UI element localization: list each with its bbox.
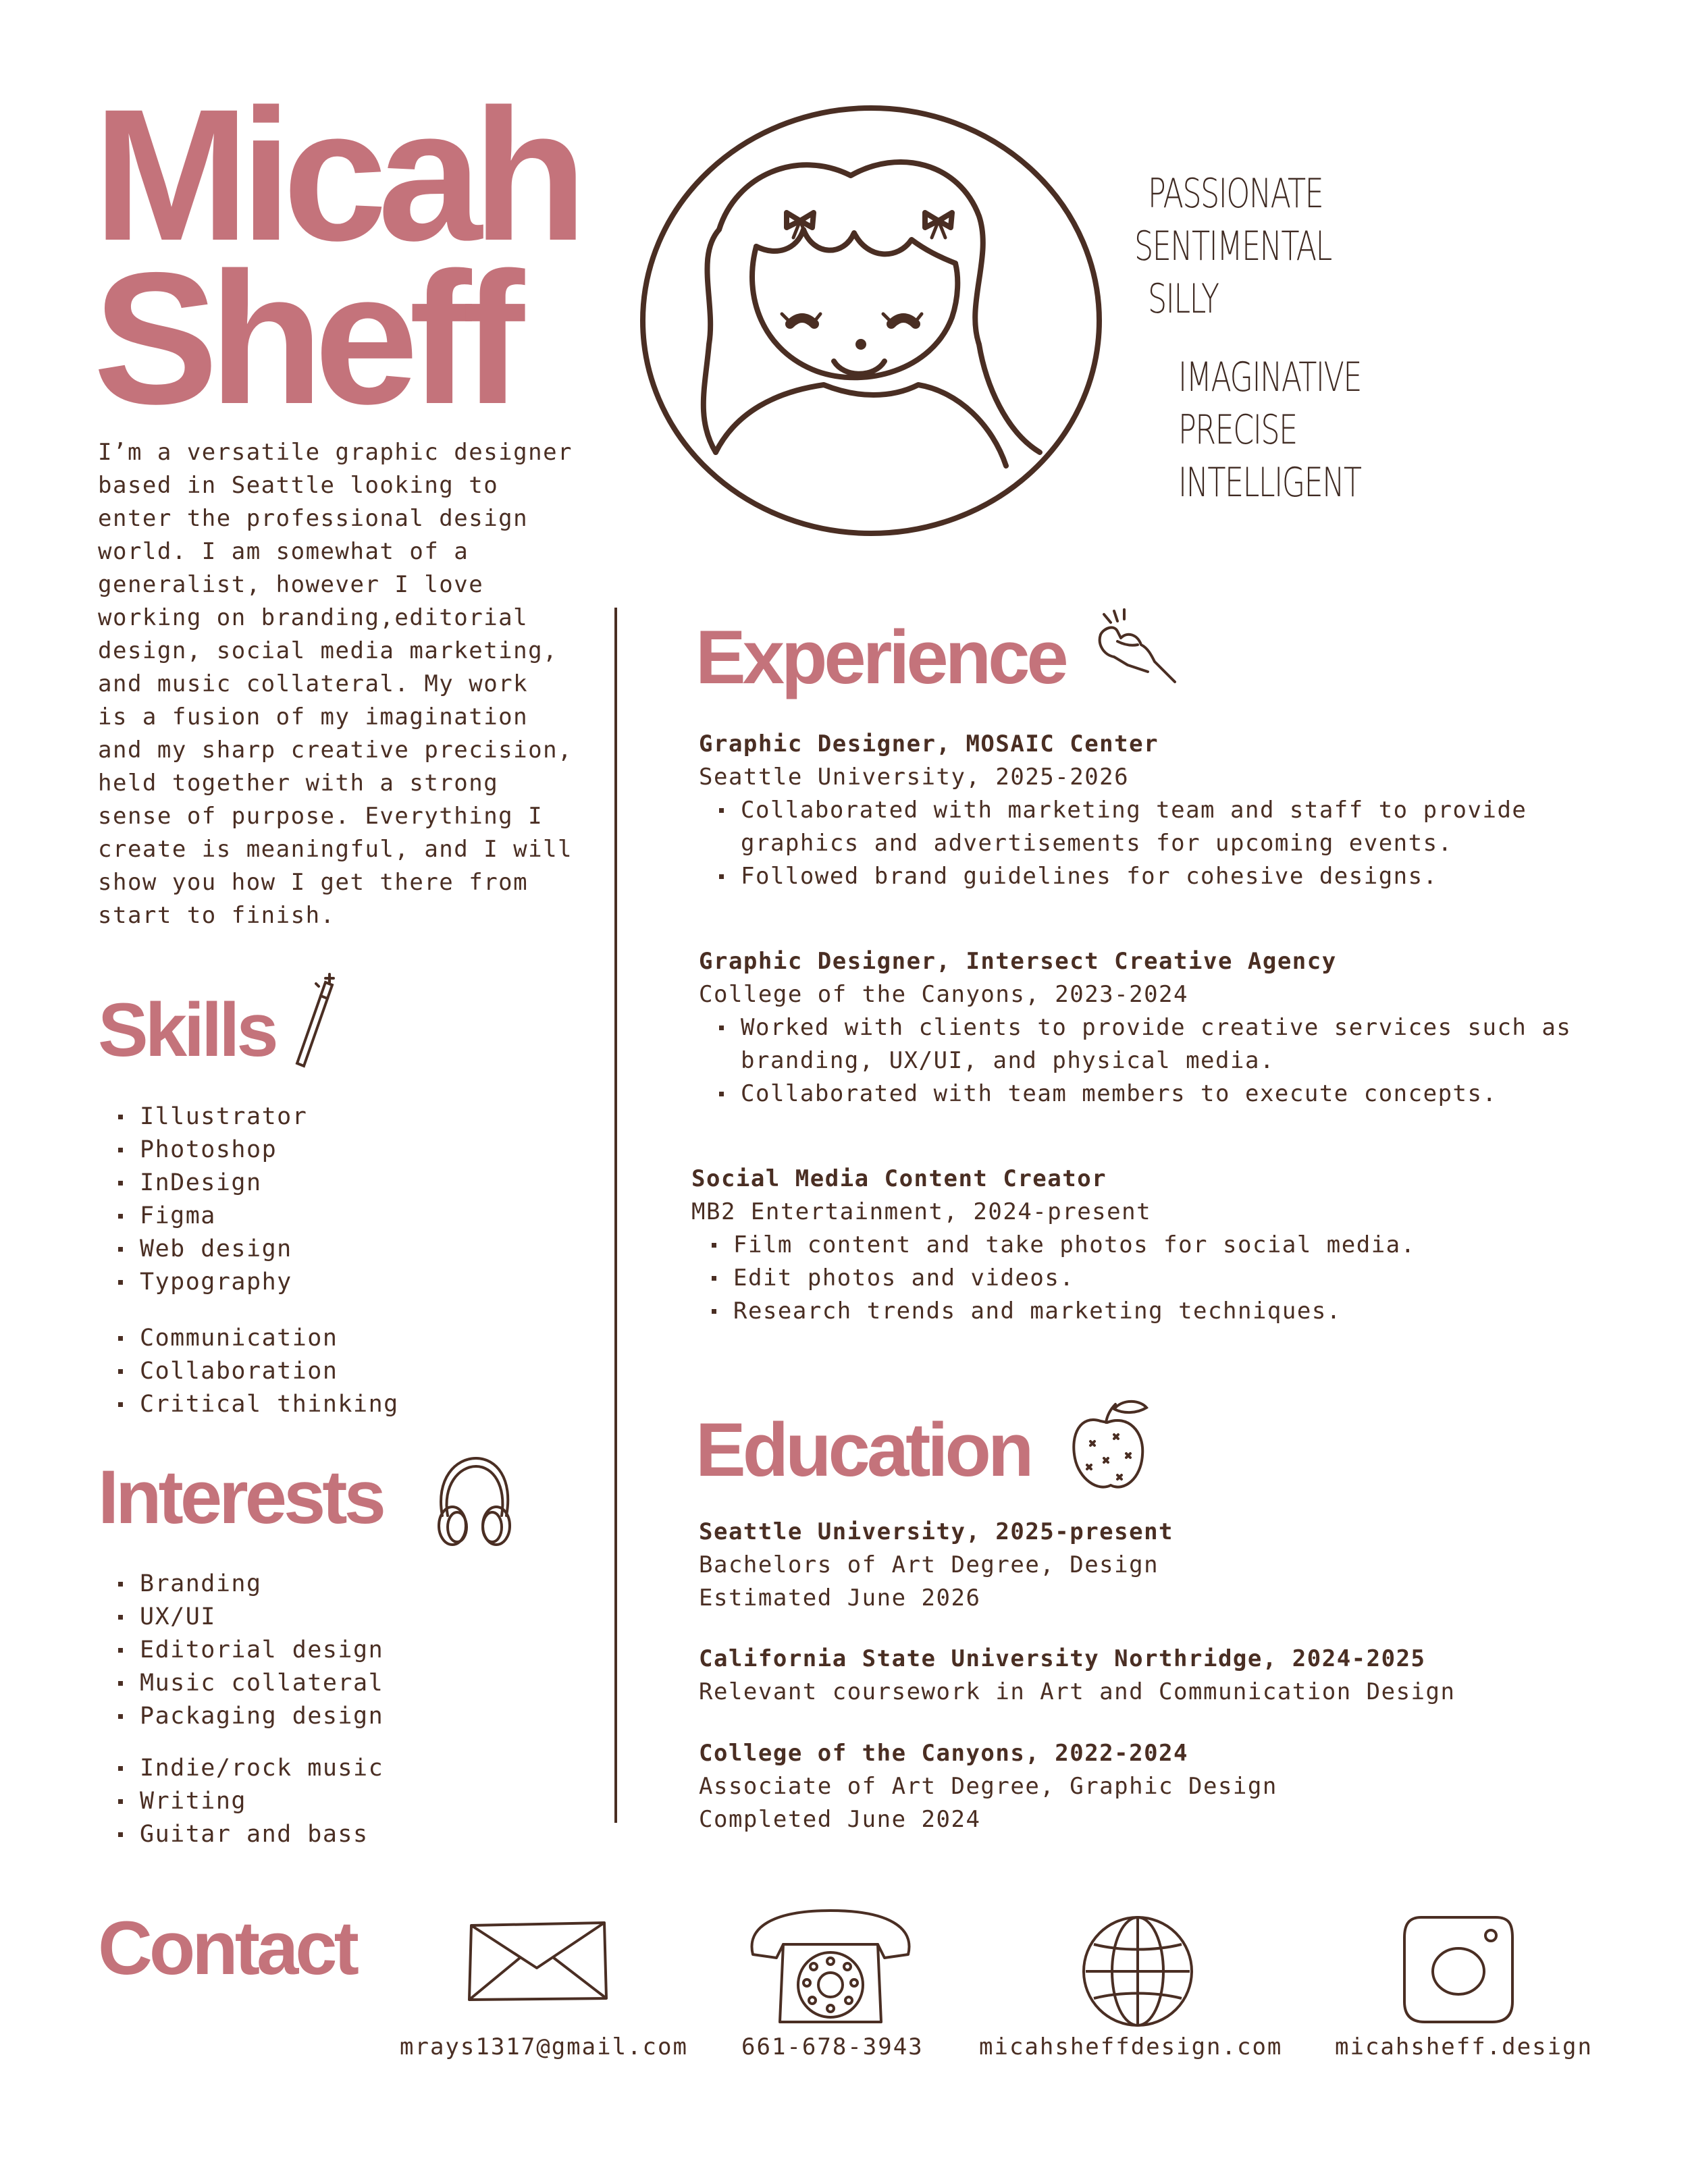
instagram-icon (1401, 1914, 1516, 2025)
trait: SILLY (1148, 275, 1219, 323)
list-item: Communication (98, 1322, 399, 1355)
job-bullet: Research trends and marketing techniques. (705, 1295, 1416, 1328)
experience-heading: Experience (695, 615, 1065, 699)
trait: INTELLIGENT (1178, 459, 1361, 506)
trait: PRECISE (1178, 406, 1297, 454)
list-item: Editorial design (98, 1634, 384, 1667)
contact-phone[interactable]: 661-678-3943 (741, 2033, 924, 2060)
girl-portrait-icon (641, 101, 1114, 574)
globe-icon (1080, 1914, 1195, 2029)
list-item: Web design (98, 1233, 307, 1266)
contact-email[interactable]: mrays1317@gmail.com (400, 2033, 688, 2060)
school-degree: Relevant coursework in Art and Communication Design (699, 1678, 1456, 1705)
job-org: MB2 Entertainment, 2024-present (691, 1198, 1152, 1225)
job-bullet: Film content and take photos for social media. (705, 1229, 1416, 1262)
job-bullet: Worked with clients to provide creative services such as branding, UX/UI, and physical media. (712, 1011, 1597, 1077)
school-date: Estimated June 2026 (699, 1584, 981, 1612)
envelope-icon (466, 1917, 611, 2005)
bio-paragraph: I’m a versatile graphic designer based in Seattle looking to enter the professional design world. I am somewhat of a generalist, however I love working on branding,editorial design, social media marketing, and music collateral. My work is a fusion of my imagination and my sharp creative precision, held together with a strong sense of purpose. Everything I create is meaningful, and I will show you how I get there from start to finish. (98, 439, 573, 929)
list-item: Photoshop (98, 1134, 307, 1167)
skills-heading: Skills (98, 988, 275, 1072)
finger-snap-icon (1087, 597, 1182, 692)
job-org: Seattle University, 2025-2026 (699, 764, 1130, 791)
trait: PASSIONATE (1148, 170, 1323, 217)
interests-personal-list (98, 1752, 384, 1851)
job-title: Social Media Content Creator (691, 1165, 1107, 1192)
list-item: Collaboration (98, 1355, 399, 1388)
contact-website[interactable]: micahsheffdesign.com (979, 2033, 1283, 2060)
school-degree: Associate of Art Degree, Graphic Design (699, 1773, 1277, 1800)
list-item: UX/UI (98, 1601, 384, 1634)
apple-icon (1067, 1394, 1155, 1495)
list-item: Guitar and bass (98, 1818, 384, 1851)
experience-entry-2 (699, 945, 1604, 1111)
skills-soft-list (98, 1322, 399, 1421)
trait: IMAGINATIVE (1178, 354, 1362, 401)
job-bullet: Followed brand guidelines for cohesive designs. (712, 860, 1550, 893)
contact-instagram[interactable]: micahsheff.design (1335, 2033, 1593, 2060)
list-item: Indie/rock music (98, 1752, 384, 1785)
list-item: InDesign (98, 1167, 307, 1200)
list-item: Packaging design (98, 1700, 384, 1733)
education-entry-1 (699, 1516, 1173, 1615)
experience-entry-1 (699, 728, 1550, 893)
school-date: Completed June 2024 (699, 1806, 981, 1833)
school-degree: Bachelors of Art Degree, Design (699, 1551, 1159, 1578)
job-title: Graphic Designer, MOSAIC Center (699, 730, 1159, 757)
education-heading: Education (695, 1408, 1031, 1492)
list-item: Branding (98, 1568, 384, 1601)
interests-heading: Interests (98, 1455, 383, 1539)
school-title: California State University Northridge, 2024-2025 (699, 1645, 1426, 1672)
job-bullet: Edit photos and videos. (705, 1262, 1416, 1295)
list-item: Writing (98, 1785, 384, 1818)
education-entry-3 (699, 1737, 1277, 1836)
job-org: College of the Canyons, 2023-2024 (699, 981, 1189, 1008)
job-title: Graphic Designer, Intersect Creative Agency (699, 948, 1337, 975)
job-bullet: Collaborated with team members to execute concepts. (712, 1077, 1604, 1111)
list-item: Figma (98, 1200, 307, 1233)
list-item: Music collateral (98, 1667, 384, 1700)
list-item: Illustrator (98, 1100, 307, 1134)
school-title: Seattle University, 2025-present (699, 1518, 1174, 1545)
headphones-icon (429, 1451, 517, 1553)
education-entry-2 (699, 1643, 1455, 1709)
list-item: Critical thinking (98, 1388, 399, 1421)
experience-entry-3 (691, 1163, 1416, 1328)
interests-design-list (98, 1568, 384, 1733)
job-bullet: Collaborated with marketing team and staff to provide graphics and advertisements for upcoming events. (712, 794, 1543, 860)
last-name: Sheff (93, 233, 515, 443)
rotary-phone-icon (746, 1907, 915, 2029)
traits-group-2 (1178, 351, 1425, 509)
traits-group-1 (1134, 167, 1400, 325)
school-title: College of the Canyons, 2022-2024 (699, 1740, 1189, 1767)
magic-wand-icon (284, 969, 344, 1070)
trait: SENTIMENTAL (1134, 223, 1331, 270)
contact-heading: Contact (98, 1906, 356, 1990)
first-name: Micah (93, 70, 578, 279)
skills-tools-list (98, 1100, 307, 1299)
column-divider (614, 608, 617, 1823)
list-item: Typography (98, 1266, 307, 1299)
